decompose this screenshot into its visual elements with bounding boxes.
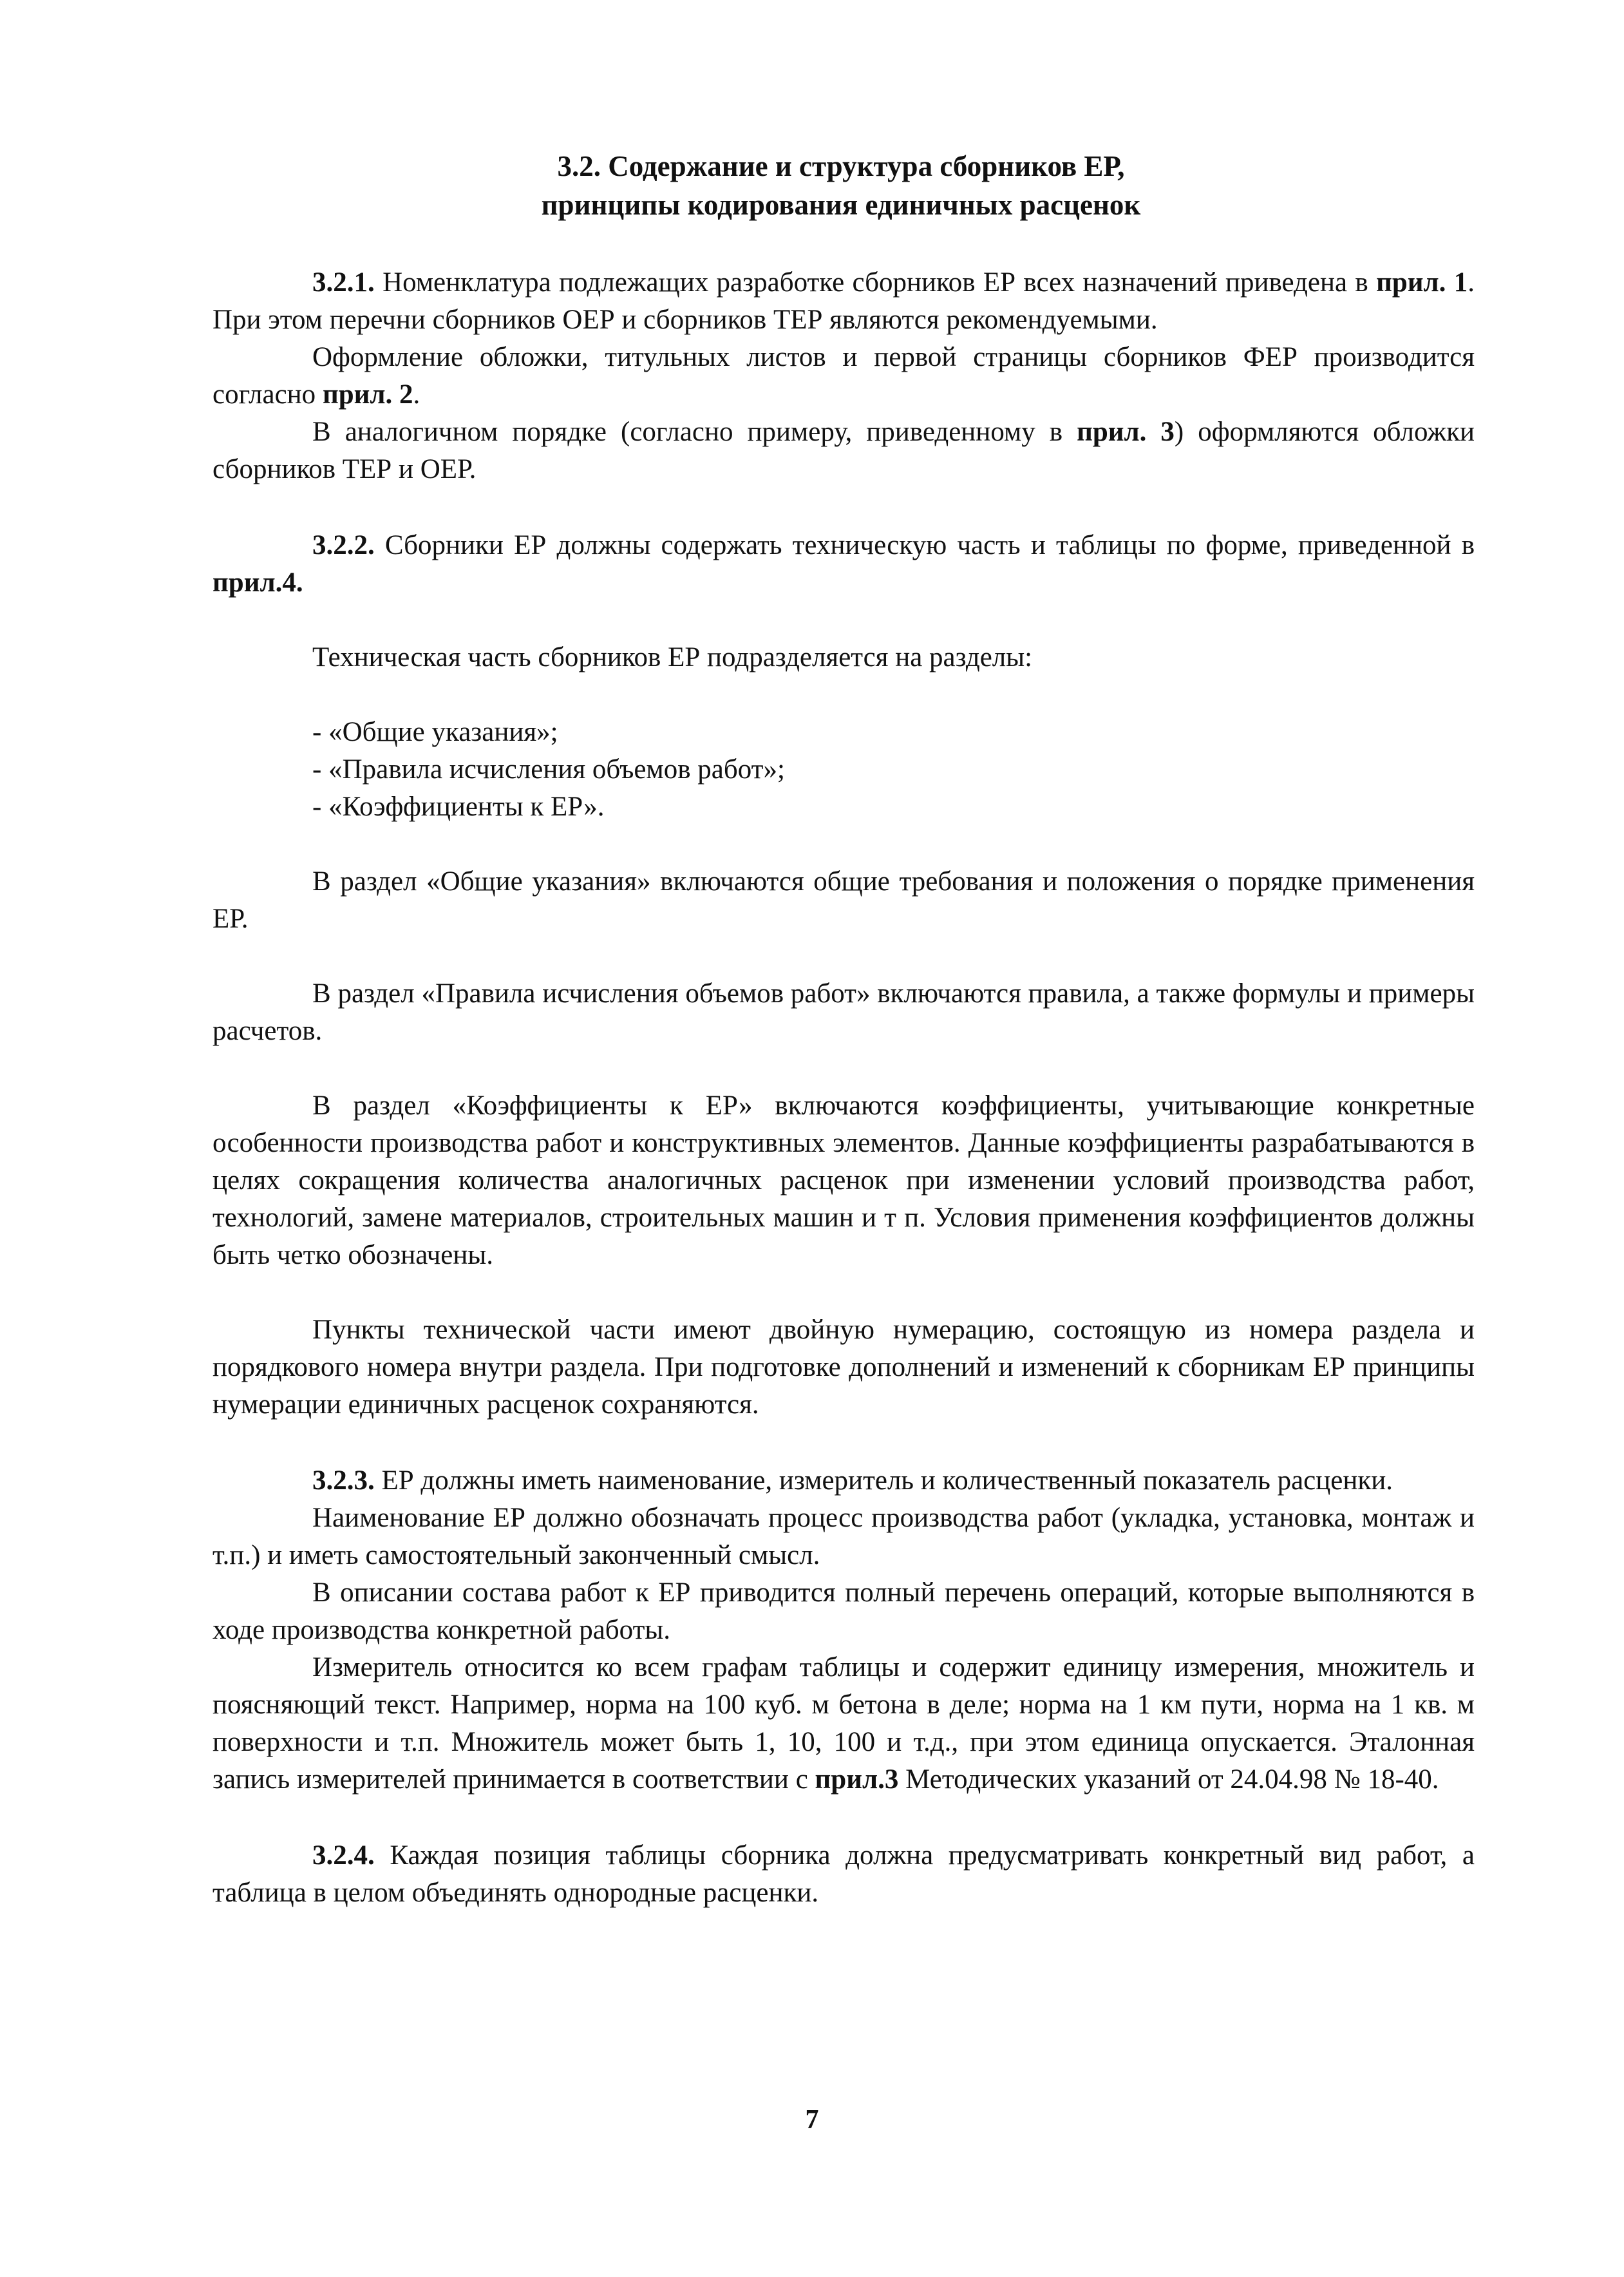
- paragraph-text: Номенклатура подлежащих разработке сборников ЕР всех назначений приведена в: [374, 267, 1377, 298]
- list-item: - «Коэффициенты к ЕР».: [312, 792, 605, 822]
- paragraph: Техническая часть сборников ЕР подразделяется на разделы:: [312, 642, 1033, 672]
- paragraph-text: Каждая позиция таблицы сборника должна предусматривать конкретный вид работ, а таблица в целом объединять однородные расценки.: [212, 1840, 1475, 1908]
- paragraph-text: .: [413, 379, 420, 410]
- paragraph: В раздел «Общие указания» включаются общие требования и положения о порядке применения ЕР.: [212, 866, 1475, 934]
- paragraph-text: Сборники ЕР должны содержать техническую часть и таблицы по форме, приведенной в: [374, 530, 1475, 560]
- paragraph: [212, 414, 1475, 488]
- section-title-line-2: принципы кодирования единичных расценок: [541, 189, 1141, 221]
- paragraph-3-2-1: [212, 264, 1475, 339]
- paragraph-text: Методических указаний от 24.04.98 № 18-40.: [898, 1764, 1439, 1795]
- appendix-reference: прил. 3: [1077, 417, 1175, 447]
- paragraph-3-2-4: [212, 1837, 1475, 1912]
- list-item: - «Общие указания»;: [312, 717, 558, 747]
- appendix-reference: прил.4.: [212, 567, 303, 598]
- document-body: [212, 264, 1475, 1912]
- paragraph: В раздел «Правила исчисления объемов работ» включаются правила, а также формулы и примеры расчетов.: [212, 978, 1475, 1046]
- clause-number: 3.2.2.: [312, 530, 375, 560]
- section-list: [212, 714, 1475, 826]
- paragraph: Наименование ЕР должно обозначать процесс производства работ (укладка, установка, монтаж и т.п.) и иметь самостоятельный законченный смысл.: [212, 1503, 1475, 1570]
- paragraph-text: ) оформляются обложки сборников ТЕР и ОЕР.: [212, 417, 1475, 484]
- appendix-reference: прил. 2: [322, 379, 413, 410]
- appendix-reference: прил.3: [815, 1764, 899, 1795]
- paragraph-text: Оформление обложки, титульных листов и первой страницы сборников ФЕР производится согласно: [212, 342, 1475, 410]
- clause-number: 3.2.1.: [312, 267, 375, 298]
- appendix-reference: прил. 1: [1376, 267, 1468, 298]
- section-title-line-1: 3.2. Содержание и структура сборников ЕР,: [557, 150, 1125, 182]
- clause-number: 3.2.4.: [312, 1840, 375, 1871]
- paragraph: В раздел «Коэффициенты к ЕР» включаются коэффициенты, учитывающие конкретные особенности производства работ и конструктивных элементов. Данные коэффициенты разрабатываются в целях сокращения количества аналогичных расценок при изменении условий производства работ, технологий, замене материалов, строительных машин и т п. Условия применения коэффициентов должны быть четко обозначены.: [212, 1091, 1475, 1270]
- paragraph-text: ЕР должны иметь наименование, измеритель и количественный показатель расценки.: [374, 1465, 1393, 1496]
- section-title: [0, 147, 1624, 224]
- page-number: 7: [805, 2105, 819, 2135]
- paragraph: [212, 339, 1475, 414]
- paragraph-3-2-2: [212, 527, 1475, 602]
- paragraph: [212, 1649, 1475, 1798]
- paragraph-3-2-3: [212, 1462, 1475, 1500]
- paragraph: Пункты технической части имеют двойную нумерацию, состоящую из номера раздела и порядкового номера внутри раздела. При подготовке дополнений и изменений к сборникам ЕР принципы нумерации единичных расценок сохраняются.: [212, 1315, 1475, 1420]
- paragraph: В описании состава работ к ЕР приводится полный перечень операций, которые выполняются в ходе производства конкретной работы.: [212, 1577, 1475, 1645]
- clause-number: 3.2.3.: [312, 1465, 375, 1496]
- paragraph-text: Измеритель относится ко всем графам таблицы и содержит единицу измерения, множитель и поясняющий текст. Например, норма на 100 куб. м бетона в деле; норма на 1 км пути, норма на 1 кв. м поверхности и т.п. Множитель может быть 1, 10, 100 и т.д., при этом единица опускается. Эталонная запись измерителей принимается в соответствии с: [212, 1652, 1475, 1795]
- list-item: - «Правила исчисления объемов работ»;: [312, 754, 785, 785]
- paragraph-text: . При этом перечни сборников ОЕР и сборников ТЕР являются рекомендуемыми.: [212, 267, 1475, 335]
- paragraph-text: В аналогичном порядке (согласно примеру, приведенному в: [312, 417, 1077, 447]
